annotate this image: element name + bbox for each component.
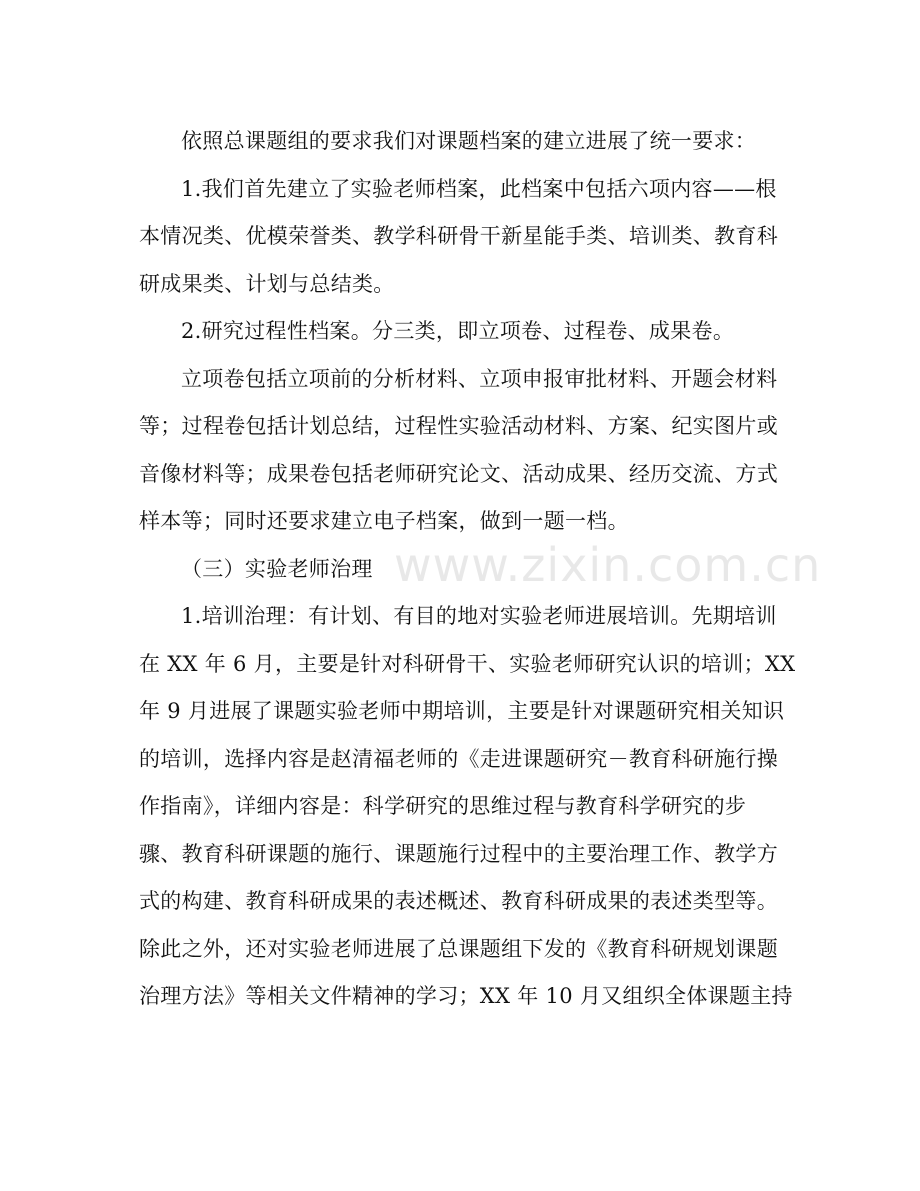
text-line: 除此之外，还对实验老师进展了总课题组下发的《教育科研规划课题 <box>139 936 778 961</box>
text-line: 立项卷包括立项前的分析材料、立项申报审批材料、开题会材料 <box>181 366 778 391</box>
text-line: 在 XX 年 6 月，主要是针对科研骨干、实验老师研究认识的培训；XX <box>139 651 796 676</box>
text-line: 1.我们首先建立了实验老师档案，此档案中包括六项内容——根 <box>181 176 777 201</box>
text-line: 治理方法》等相关文件精神的学习；XX 年 10 月又组织全体课题主持 <box>139 984 793 1008</box>
text-line: 骤、教育科研课题的施行、课题施行过程中的主要治理工作、教学方 <box>139 841 778 866</box>
text-line: 的培训，选择内容是赵清福老师的《走进课题研究－教育科研施行操 <box>139 746 778 771</box>
text-line: 音像材料等；成果卷包括老师研究论文、活动成果、经历交流、方式 <box>139 461 778 486</box>
text-line: 研成果类、计划与总结类。 <box>139 271 395 296</box>
text-line: 等；过程卷包括计划总结，过程性实验活动材料、方案、纪实图片或 <box>139 414 778 438</box>
text-line: 依照总课题组的要求我们对课题档案的建立进展了统一要求： <box>181 129 757 153</box>
text-line: 样本等；同时还要求建立电子档案，做到一题一档。 <box>139 509 629 533</box>
text-line: 本情况类、优模荣誉类、教学科研骨干新星能手类、培训类、教育科 <box>139 224 778 248</box>
text-line: 2.研究过程性档案。分三类，即立项卷、过程卷、成果卷。 <box>181 319 735 343</box>
watermark: www.zixin.com.cn <box>394 538 822 592</box>
section-heading: （三）实验老师治理 <box>181 556 373 581</box>
text-line: 1.培训治理：有计划、有目的地对实验老师进展培训。先期培训 <box>181 604 777 628</box>
text-line: 作指南》，详细内容是：科学研究的思维过程与教育科学研究的步 <box>139 794 747 818</box>
document-body <box>139 118 796 1021</box>
text-line: 年 9 月进展了课题实验老师中期培训，主要是针对课题研究相关知识 <box>139 699 785 723</box>
text-line: 式的构建、教育科研成果的表述概述、教育科研成果的表述类型等。 <box>139 889 778 913</box>
